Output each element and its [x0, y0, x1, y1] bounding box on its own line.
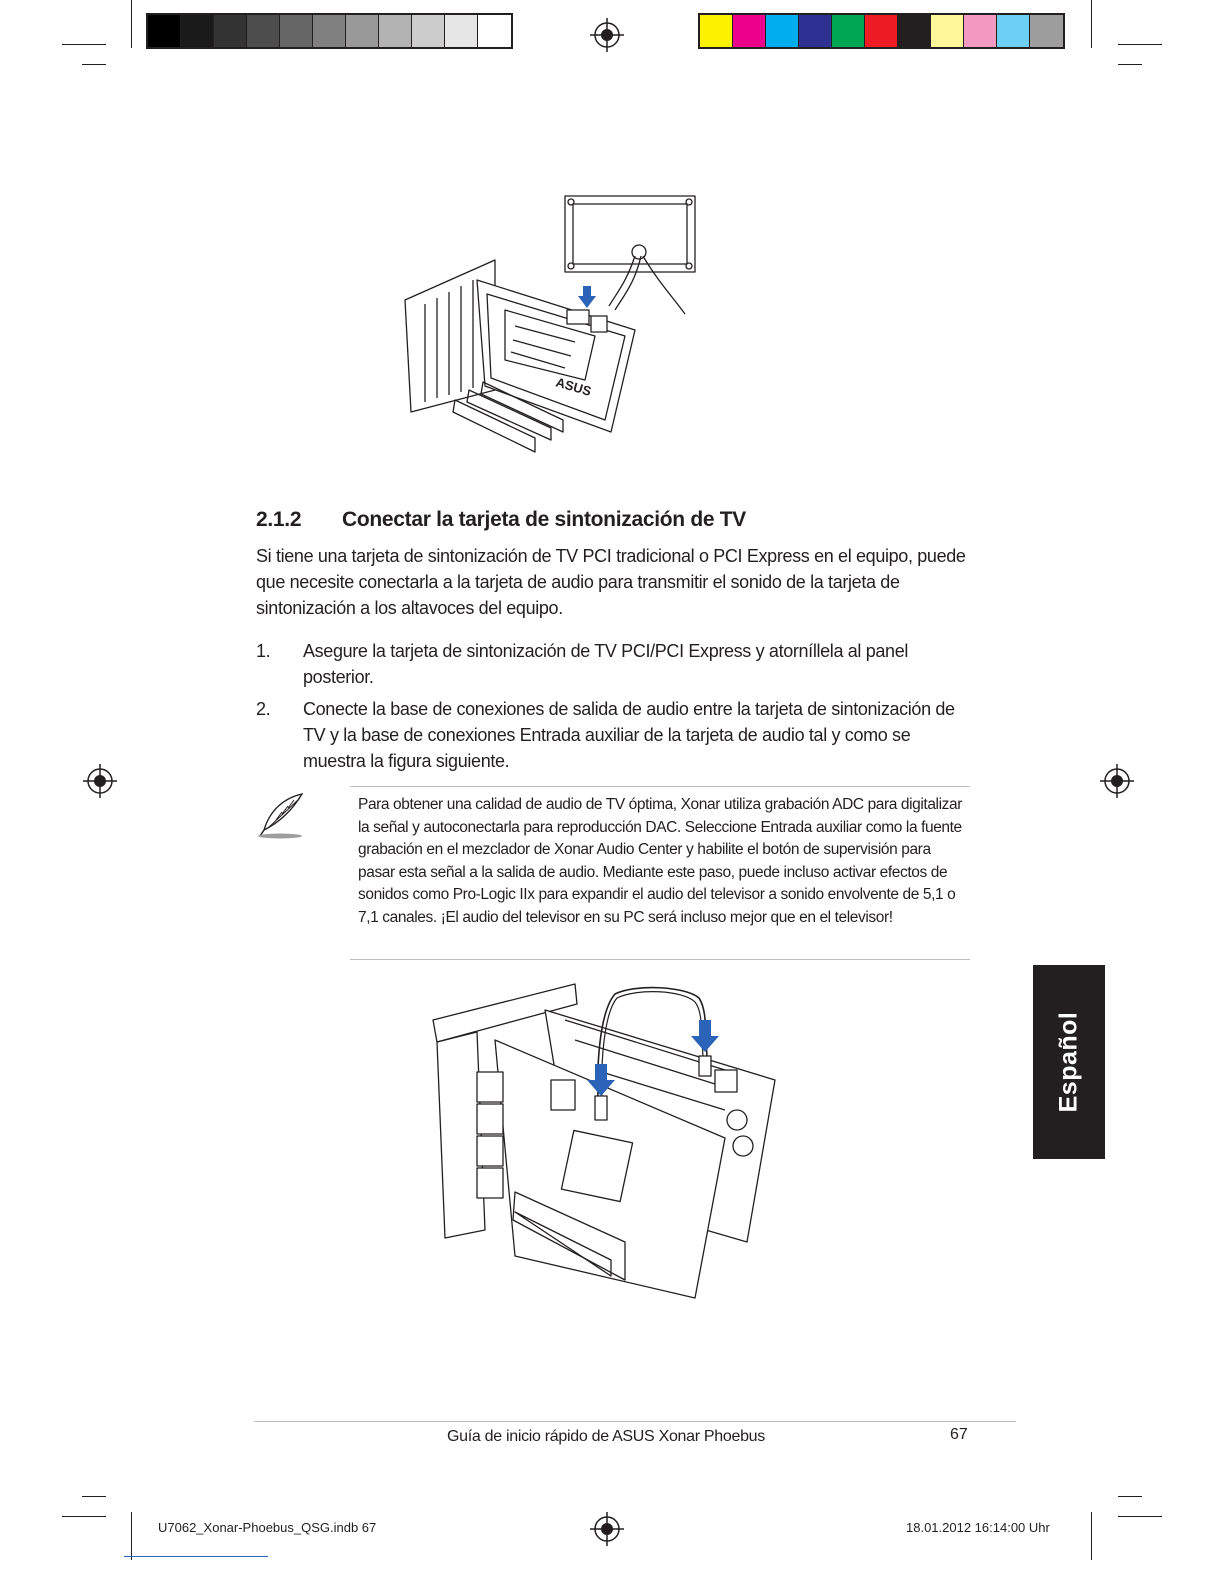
registration-mark-icon — [590, 1512, 624, 1546]
slug-filename: U7062_Xonar-Phoebus_QSG.indb 67 — [158, 1520, 377, 1535]
crop-mark — [1118, 1496, 1142, 1497]
section-heading — [256, 508, 746, 532]
step-text: Asegure la tarjeta de sintonización de TV PCI/PCI Express y atorníllela al panel posterior. — [303, 641, 909, 687]
step-number: 1. — [256, 641, 271, 661]
section-number: 2.1.2 — [256, 508, 302, 531]
language-tab-label: Español — [1054, 1011, 1083, 1113]
crop-mark — [1118, 64, 1142, 65]
color-swatch — [865, 15, 898, 47]
step-text: Conecte la base de conexiones de salida de audio entre la tarjeta de sintonización de TV y la base de conexiones Entrada auxiliar de la tarjeta de audio tal y como se muestra la figura siguiente. — [303, 699, 955, 771]
note-box — [350, 786, 970, 960]
footer-divider — [254, 1421, 1016, 1422]
color-swatch — [379, 15, 412, 47]
crop-mark — [131, 0, 132, 48]
color-swatch — [733, 15, 766, 47]
registration-mark-icon — [1100, 764, 1134, 798]
color-swatch — [214, 15, 247, 47]
crop-mark — [62, 44, 106, 45]
color-swatch — [1030, 15, 1063, 47]
sound-card-power-illustration — [395, 190, 705, 465]
language-tab — [1033, 965, 1105, 1159]
color-swatch — [997, 15, 1030, 47]
asus-card-logo: ASUS — [554, 374, 594, 399]
registration-mark-icon — [590, 18, 624, 52]
color-swatch — [832, 15, 865, 47]
color-swatch — [181, 15, 214, 47]
crop-mark — [82, 1496, 106, 1497]
color-swatch — [313, 15, 346, 47]
slug-underline — [124, 1556, 268, 1557]
slug-datetime: 18.01.2012 16:14:00 Uhr — [906, 1520, 1050, 1535]
crop-mark — [1091, 1512, 1092, 1560]
color-swatch — [898, 15, 931, 47]
grayscale-color-bar — [146, 13, 513, 49]
note-text: Para obtener una calidad de audio de TV óptima, Xonar utiliza grabación ADC para digitalizar la señal y autoconectarla para reproducción DAC. Seleccione Entrada auxiliar como la fuente grabación en el mezclador de Xonar Audio Center y habilite el botón de supervisión para pasar esta señal a la salida de audio. Mediante este paso, puede incluso activar efectos de sonidos como Pro-Logic IIx para expandir el audio del televisor a sonido envolvente de 5,1 o 7,1 canales. ¡El audio del televisor en su PC será incluso mejor que en el televisor! — [358, 796, 962, 926]
registration-mark-icon — [83, 764, 117, 798]
color-swatch — [931, 15, 964, 47]
color-swatch — [478, 15, 511, 47]
footer-guide-title: Guía de inicio rápido de ASUS Xonar Phoebus — [447, 1428, 765, 1445]
tv-tuner-connection-illustration — [425, 980, 785, 1302]
arrow-down-icon — [578, 286, 596, 308]
feather-pen-icon — [254, 790, 310, 840]
color-swatch — [799, 15, 832, 47]
crop-mark — [82, 64, 106, 65]
crop-mark — [1091, 0, 1092, 48]
color-swatch — [766, 15, 799, 47]
color-swatch — [148, 15, 181, 47]
color-swatch — [964, 15, 997, 47]
crop-mark — [1118, 1516, 1162, 1517]
section-title: Conectar la tarjeta de sintonización de TV — [342, 508, 746, 531]
color-swatch — [700, 15, 733, 47]
page-number: 67 — [950, 1426, 968, 1443]
step-number: 2. — [256, 699, 271, 719]
step-1 — [256, 638, 976, 690]
color-swatch — [280, 15, 313, 47]
color-swatch — [247, 15, 280, 47]
crop-mark — [1118, 44, 1162, 45]
color-swatch — [445, 15, 478, 47]
crop-mark — [62, 1516, 106, 1517]
color-swatch — [346, 15, 379, 47]
intro-paragraph: Si tiene una tarjeta de sintonización de TV PCI tradicional o PCI Express en el equipo, puede que necesite conectarla a la tarjeta de audio para transmitir el sonido de la tarjeta de sintonización a los altavoces del equipo. — [256, 546, 966, 618]
crop-mark — [131, 1512, 132, 1560]
arrow-down-icon — [691, 1020, 719, 1052]
step-2 — [256, 696, 976, 774]
process-color-bar — [698, 13, 1065, 49]
color-swatch — [412, 15, 445, 47]
